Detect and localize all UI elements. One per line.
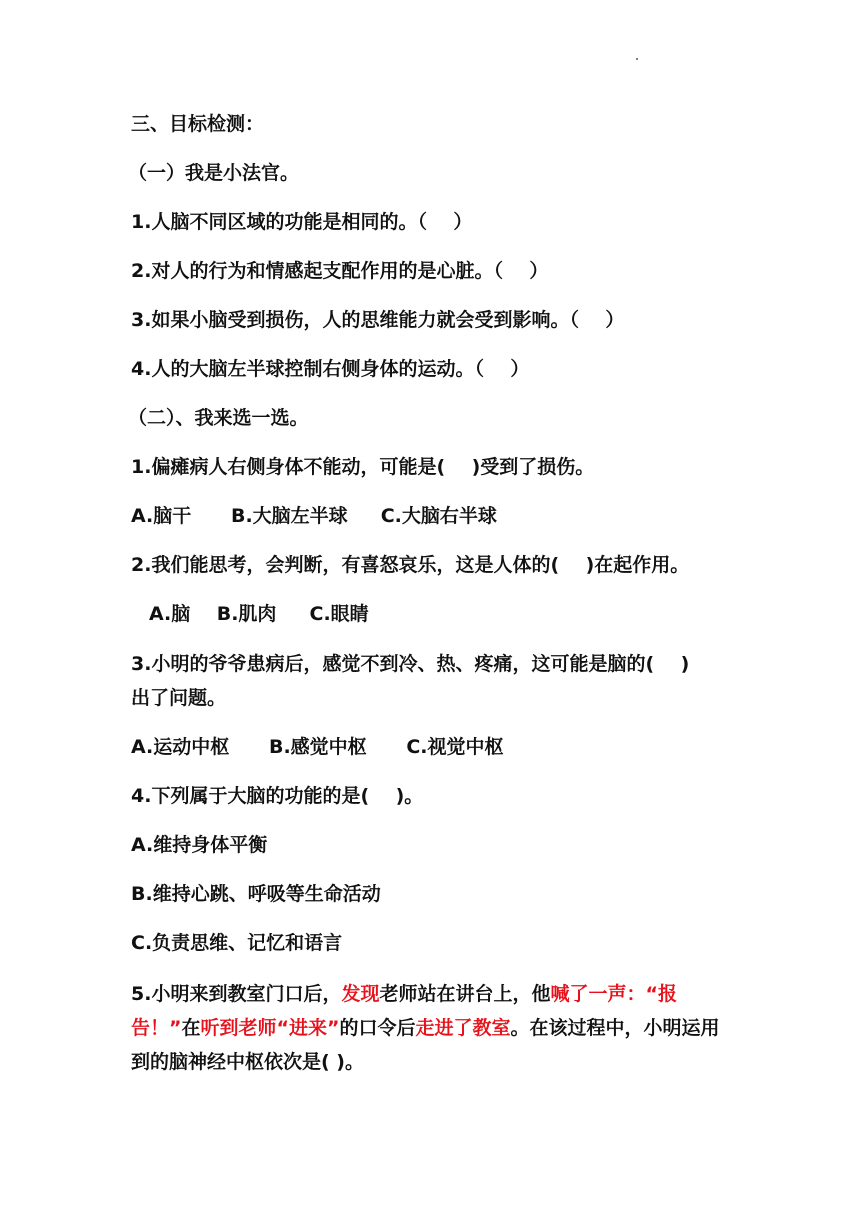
choice-question-1: 1.偏瘫病人右侧身体不能动，可能是( )受到了损伤。 [131, 456, 595, 478]
choice-question-2: 2.我们能思考，会判断，有喜怒哀乐，这是人体的( )在起作用。 [131, 554, 690, 576]
judge-item-3: 3.如果小脑受到损伤，人的思维能力就会受到影响。（ ） [131, 309, 625, 331]
page-speck [636, 58, 638, 60]
choice-question-5 [131, 977, 731, 1079]
q5-highlight-discover: 发现 [341, 983, 380, 1005]
q5-highlight-shout: 喊了一声：“报告！” [131, 983, 677, 1039]
q5-highlight-enter: 走进了教室 [415, 1017, 511, 1039]
choice-question-4: 4.下列属于大脑的功能的是( )。 [131, 785, 424, 807]
section2-title: （二）、我来选一选。 [128, 407, 309, 429]
choice-question-3-line1: 3.小明的爷爷患病后，感觉不到冷、热、疼痛，这可能是脑的( ) [131, 653, 690, 675]
judge-item-2: 2.对人的行为和情感起支配作用的是心脏。（ ） [131, 260, 549, 282]
q5-text-5: 。在该过程中，小明运用到的脑神经中枢依次是( )。 [131, 1017, 720, 1073]
choice-question-4-option-b: B.维持心跳、呼吸等生命活动 [131, 883, 381, 905]
judge-item-4: 4.人的大脑左半球控制右侧身体的运动。（ ） [131, 358, 530, 380]
choice-question-3-options: A.运动中枢 B.感觉中枢 C.视觉中枢 [131, 736, 504, 758]
q5-text-1: 5.小明来到教室门口后， [131, 983, 342, 1005]
section1-title: （一）我是小法官。 [128, 162, 300, 184]
q5-text-2: 老师站在讲台上，他 [379, 983, 551, 1005]
judge-item-1: 1.人脑不同区域的功能是相同的。（ ） [131, 211, 473, 233]
section-heading: 三、目标检测： [131, 113, 265, 135]
q5-text-3: 在 [181, 1017, 201, 1039]
q5-highlight-hear: 听到老师“进来” [200, 1017, 340, 1039]
choice-question-3-line2: 出了问题。 [131, 687, 227, 709]
choice-question-4-option-a: A.维持身体平衡 [131, 834, 268, 856]
choice-question-1-options: A.脑干 B.大脑左半球 C.大脑右半球 [131, 505, 497, 527]
q5-text-4: 的口令后 [339, 1017, 416, 1039]
choice-question-2-options: A.脑 B.肌肉 C.眼睛 [149, 603, 369, 625]
choice-question-4-option-c: C.负责思维、记忆和语言 [131, 932, 343, 954]
